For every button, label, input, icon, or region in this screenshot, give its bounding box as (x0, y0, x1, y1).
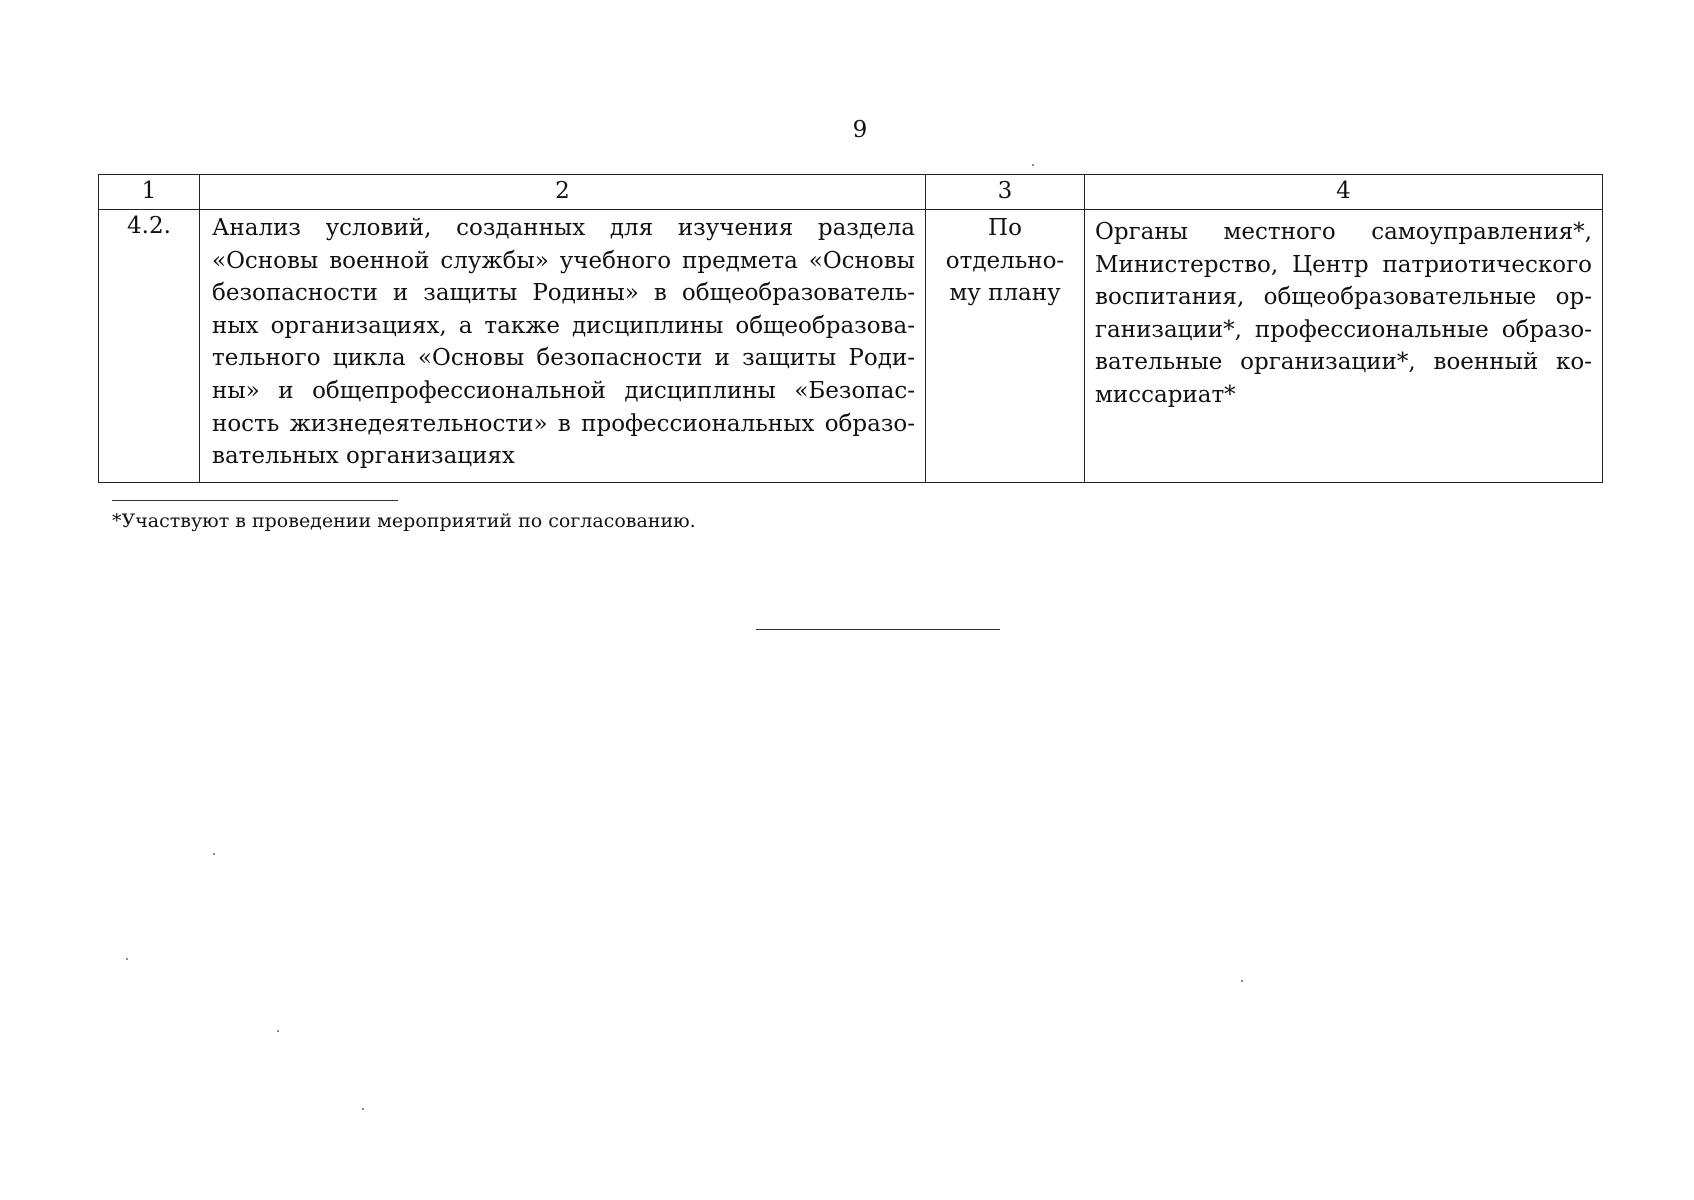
scan-speck (213, 853, 215, 855)
table-row (99, 210, 1603, 483)
page-number: 9 (852, 117, 868, 143)
row-number: 4.2. (99, 210, 200, 483)
scan-speck (362, 1108, 364, 1110)
scan-speck (1032, 164, 1034, 166)
plan-table (98, 174, 1603, 483)
column-number-4: 4 (1085, 175, 1603, 210)
row-description: Анализ условий, созданных для изучения раздела «Основы военной службы» учебного предмета «Основы безопасности и защиты Родины» в общеобразователь-ных организациях, а также дисциплины общеобразова-тельного цикла «Основы безопасности и защиты Роди-ны» и общепрофессиональной дисциплины «Безопас-ность жизнедеятельности» в профессиональных образо-вательных организациях (200, 210, 926, 483)
end-of-document-line (756, 629, 1000, 630)
row-deadline: По отдельно-му плану (926, 210, 1085, 483)
scan-speck (1241, 980, 1243, 982)
column-number-1: 1 (99, 175, 200, 210)
footnote: *Участвуют в проведении мероприятий по согласованию. (112, 510, 696, 532)
scan-speck (126, 958, 128, 960)
table-header-row (99, 175, 1603, 210)
column-number-2: 2 (200, 175, 926, 210)
column-number-3: 3 (926, 175, 1085, 210)
footnote-divider (112, 500, 398, 501)
row-participants: Органы местного самоуправления*, Министерство, Центр патриотического воспитания, общеобразовательные ор-ганизации*, профессиональные образо-вательные организации*, военный ко-миссариат* (1085, 210, 1603, 483)
scan-speck (277, 1030, 279, 1032)
